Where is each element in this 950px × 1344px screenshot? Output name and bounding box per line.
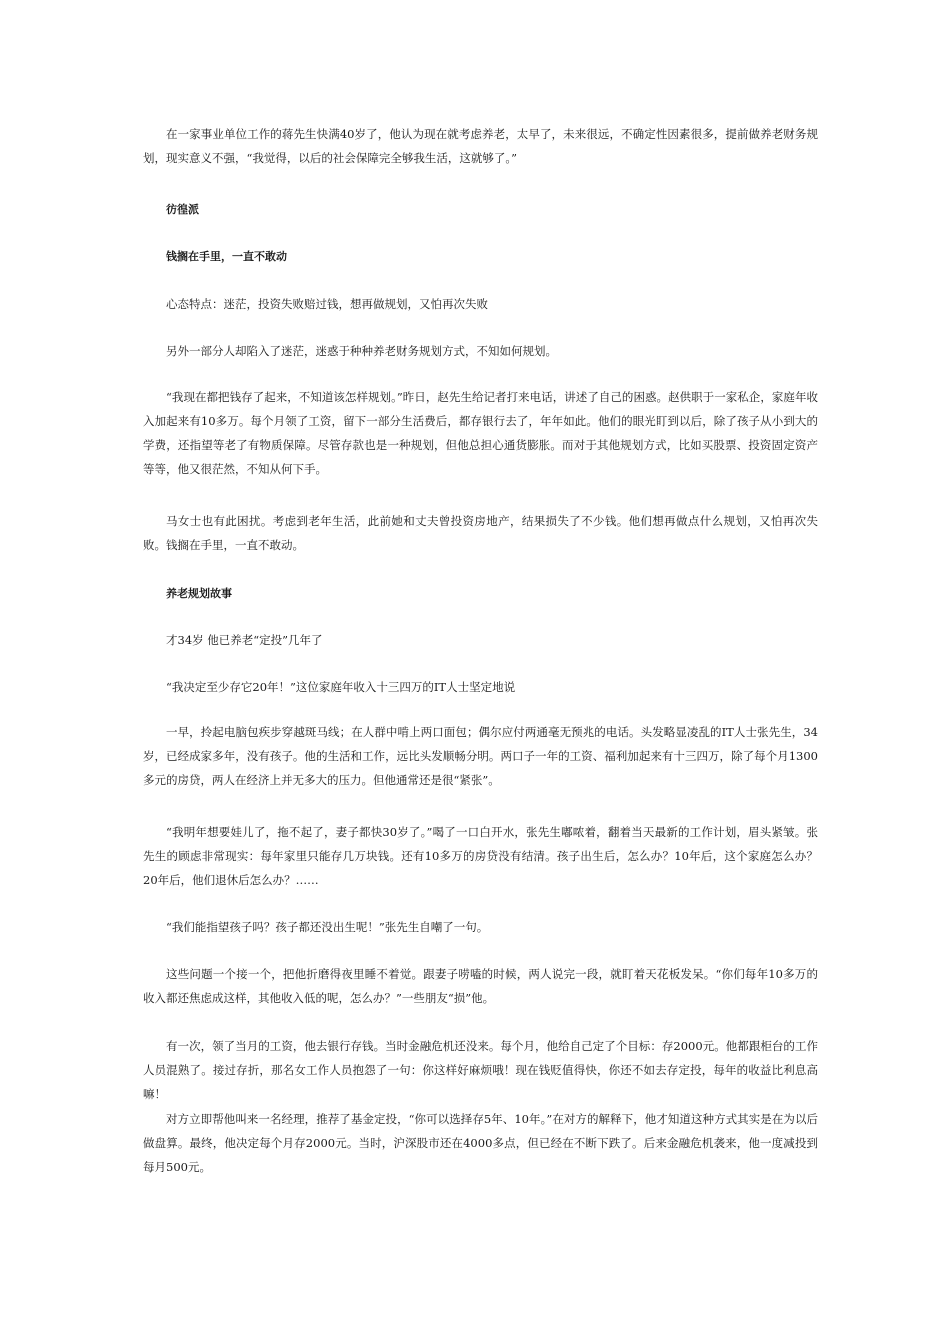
paragraph-zhao: “我现在都把钱存了起来，不知道该怎样规划。”昨日，赵先生给记者打来电话，讲述了自己的困惑。赵供职于一家私企，家庭年收入加起来有10多万。每个月领了工资，留下一部分生活费后，都存银行去了，年年如此。他们的眼光盯到以后，除了孩子从小到大的学费，还指望等老了有物质保障。尽管存款也是一种规划，但他总担心通货膨胀。而对于其他规划方式，比如买股票、投资固定资产等等，他又很茫然，不知从何下手。 bbox=[143, 390, 818, 476]
paragraph-jiang: 在一家事业单位工作的蒋先生快满40岁了，他认为现在就考虑养老，太早了，未来很远，不确定性因素很多，提前做养老财务规划，现实意义不强，“我觉得，以后的社会保障完全够我生活，这就够了。” bbox=[143, 127, 818, 165]
paragraph-story-title: 才34岁 他已养老“定投”几年了 bbox=[166, 633, 323, 647]
paragraph-bank-visit: 有一次，领了当月的工资，他去银行存钱。当时金融危机还没来。每个月，他给自己定了个目标：存2000元。他都跟柜台的工作人员混熟了。接过存折，那名女工作人员抱怨了一句：你这样好麻烦哦！现在钱贬值得快，你还不如去存定投，每年的收益比利息高嘛！ bbox=[143, 1039, 818, 1101]
section-heading-story: 养老规划故事 bbox=[166, 587, 232, 600]
paragraph-zhang-worries: “我明年想要娃儿了，拖不起了，妻子都快30岁了。”喝了一口白开水，张先生嘟哝着，翻着当天最新的工作计划，眉头紧皱。张先生的顾虑非常现实：每年家里只能存几万块钱。还有10多万的房贷没有结清。孩子出生后，怎么办？10年后，这个家庭怎么办？20年后，他们退休后怎么办？…… bbox=[143, 825, 818, 887]
paragraph-zhang-intro: 一早，拎起电脑包疾步穿越斑马线；在人群中啃上两口面包；偶尔应付两通毫无预兆的电话。头发略显凌乱的IT人士张先生，34岁，已经成家多年，没有孩子。他的生活和工作，远比头发顺畅分明。两口子一年的工资、福利加起来有十三四万，除了每个月1300多元的房贷，两人在经济上并无多大的压力。但他通常还是很“紧张”。 bbox=[143, 725, 818, 787]
paragraph-fund-plan: 对方立即帮他叫来一名经理，推荐了基金定投，“你可以选择存5年、10年。”在对方的解释下，他才知道这种方式其实是在为以后做盘算。最终，他决定每个月存2000元。当时，沪深股市还在4000多点，但已经在不断下跌了。后来金融危机袭来，他一度减投到每月500元。 bbox=[143, 1112, 818, 1174]
paragraph-confused: 另外一部分人却陷入了迷茫，迷惑于种种养老财务规划方式，不知如何规划。 bbox=[166, 344, 557, 358]
section-heading-hesitant: 彷徨派 bbox=[166, 203, 199, 216]
paragraph-sleepless: 这些问题一个接一个，把他折磨得夜里睡不着觉。跟妻子唠嗑的时候，两人说完一段，就盯着天花板发呆。“你们每年10多万的收入都还焦虑成这样，其他收入低的呢，怎么办？”一些朋友“损”他。 bbox=[143, 967, 818, 1005]
paragraph-story-quote: “我决定至少存它20年！”这位家庭年收入十三四万的IT人士坚定地说 bbox=[166, 680, 516, 694]
paragraph-mindset: 心态特点：迷茫，投资失败赔过钱，想再做规划，又怕再次失败 bbox=[166, 297, 488, 311]
paragraph-zhang-joke: “我们能指望孩子吗？孩子都还没出生呢！”张先生自嘲了一句。 bbox=[166, 920, 489, 934]
subheading-money-idle: 钱搁在手里，一直不敢动 bbox=[166, 250, 287, 263]
paragraph-ma: 马女士也有此困扰。考虑到老年生活，此前她和丈夫曾投资房地产，结果损失了不少钱。他们想再做点什么规划，又怕再次失败。钱搁在手里，一直不敢动。 bbox=[143, 514, 818, 552]
